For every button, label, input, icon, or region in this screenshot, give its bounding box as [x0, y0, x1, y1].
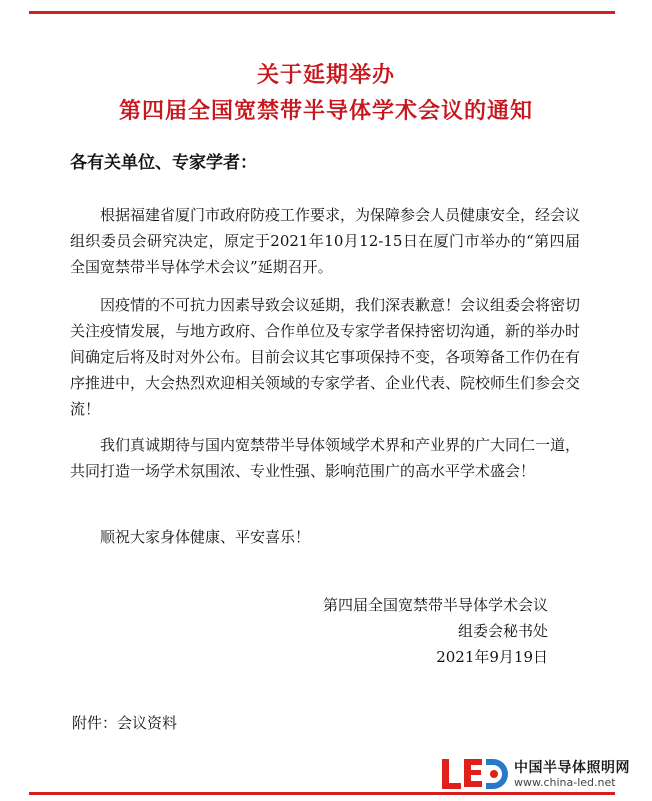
china-led-watermark — [440, 755, 640, 793]
notice-title-line1: 关于延期举办 — [256, 62, 395, 88]
led-logo-icon — [440, 755, 510, 793]
signature-office: 组委会秘书处 — [457, 622, 548, 640]
bottom-red-rule — [29, 792, 615, 795]
salutation: 各有关单位、专家学者： — [70, 153, 257, 173]
watermark-site-name: 中国半导体照明网 — [514, 760, 630, 776]
paragraph-1: 根据福建省厦门市政府防疫工作要求，为保障参会人员健康安全，经会议组织委员会研究决定，原定于2021年10月12-15日在厦门市举办的“第四届全国宽禁带半导体学术会议”延期召开。 — [70, 206, 581, 276]
paragraph-2: 因疫情的不可抗力因素导致会议延期，我们深表歉意！会议组委会将密切关注疫情发展，与地方政府、合作单位及专家学者保持密切沟通，新的举办时间确定后将及时对外公布。目前会议其它事项保持不变，各项筹备工作仍在有序推进中，大会热烈欢迎相关领域的专家学者、企业代表、院校师生们参会交流！ — [70, 296, 581, 418]
paragraph-3: 我们真诚期待与国内宽禁带半导体领域学术界和产业界的广大同仁一道，共同打造一场学术氛围浓、专业性强、影响范围广的高水平学术盛会！ — [70, 436, 581, 480]
signature-organization: 第四届全国宽禁带半导体学术会议 — [322, 596, 548, 614]
watermark-url: www.china-led.net — [514, 776, 616, 789]
top-red-rule — [29, 11, 615, 14]
attachment-note: 附件：会议资料 — [72, 714, 178, 732]
notice-title-line2: 第四届全国宽禁带半导体学术会议的通知 — [118, 98, 533, 124]
signature-date: 2021年9月19日 — [436, 648, 548, 666]
paragraph-4: 顺祝大家身体健康、平安喜乐！ — [100, 528, 311, 546]
